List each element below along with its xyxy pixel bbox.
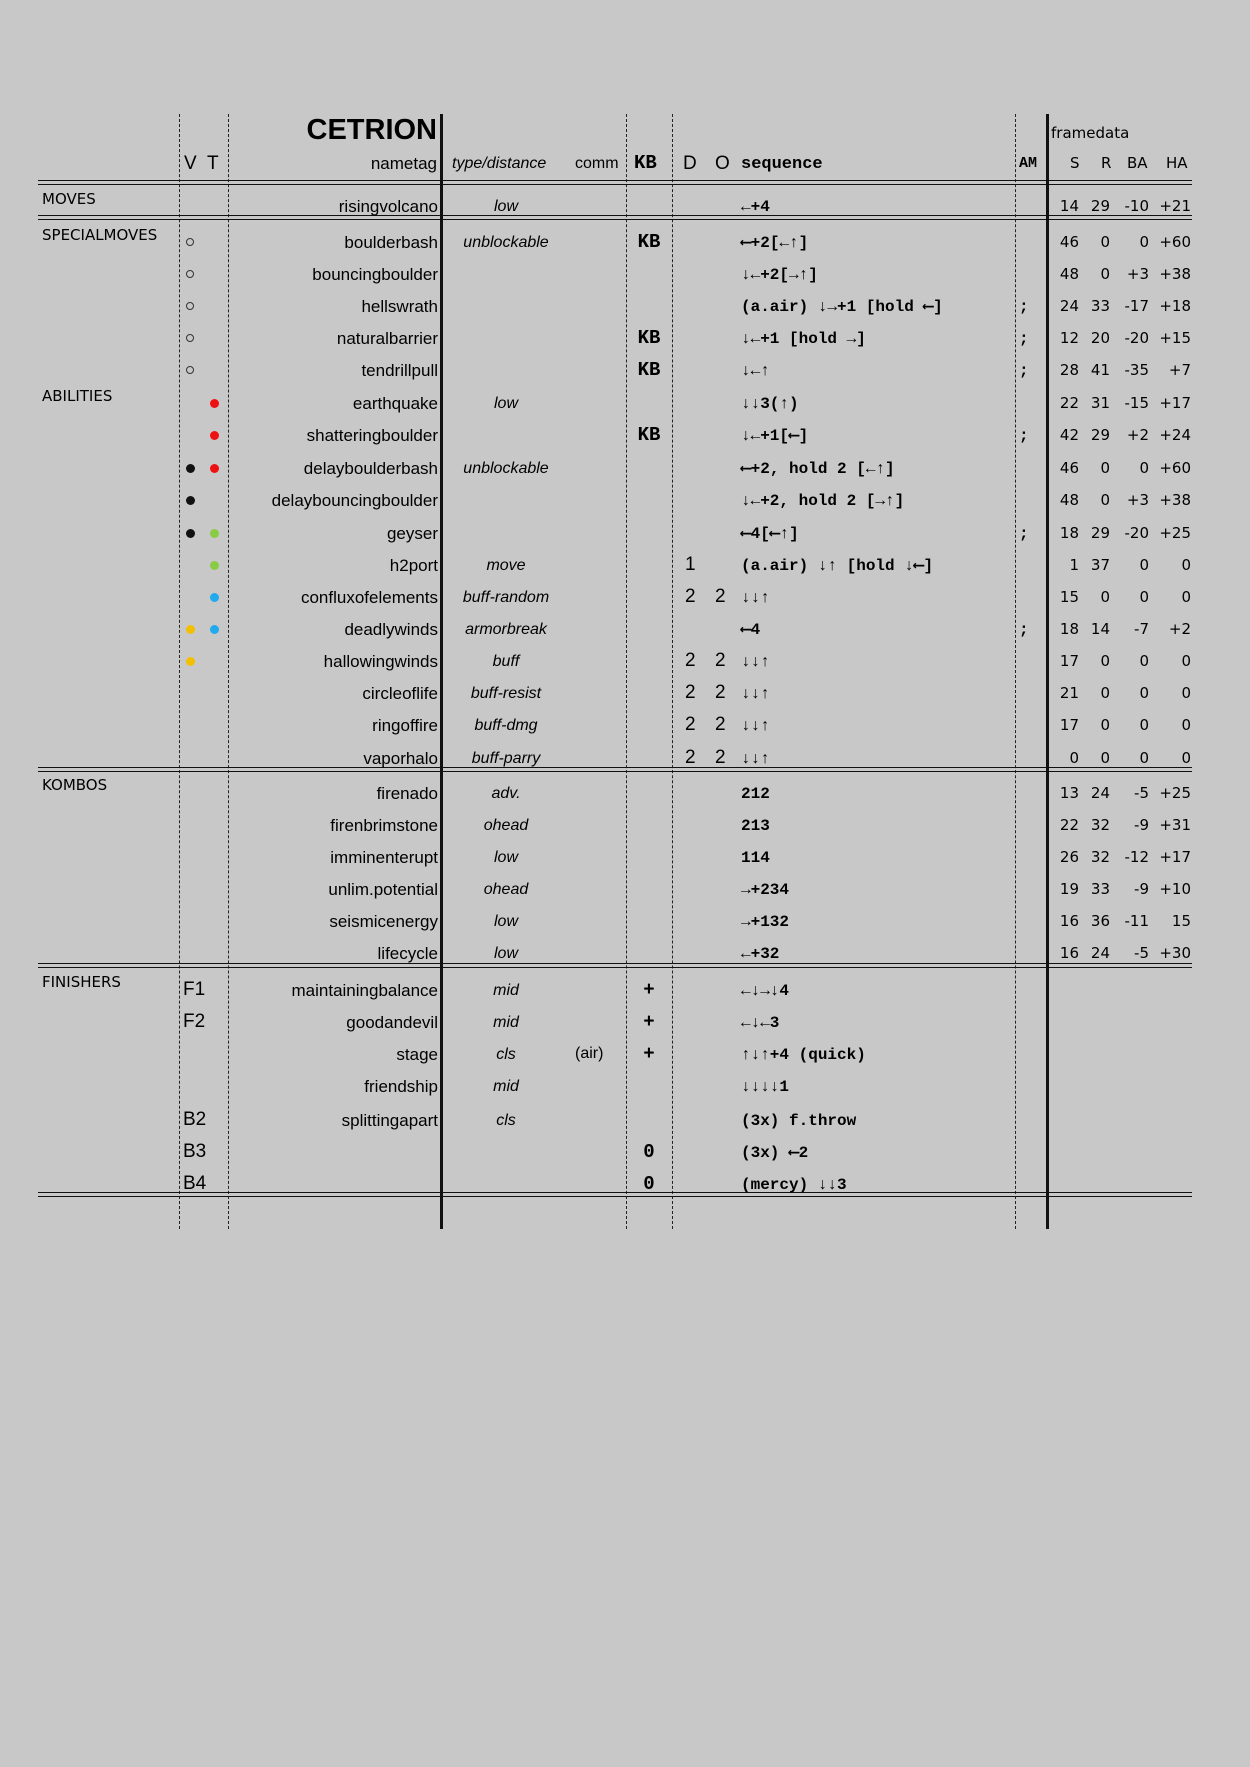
move-name: naturalbarrier [336, 329, 438, 348]
v-marker-ring-icon [186, 302, 194, 310]
frame-s: 22 [1059, 394, 1079, 412]
rule-moves [38, 215, 1192, 220]
move-o: 2 [715, 714, 726, 735]
frame-r: 33 [1090, 297, 1110, 315]
frame-s: 0 [1069, 749, 1079, 767]
header-ba: BA [1127, 154, 1148, 172]
move-sequence: ←↓→↓4 [741, 982, 790, 1000]
col-divider-kb-left [626, 114, 627, 1229]
frame-ba: -35 [1124, 361, 1149, 379]
move-sequence: (mercy) ↓↓3 [741, 1176, 847, 1194]
t-marker-green-dot-icon [210, 561, 219, 570]
move-sequence: ↓↓↑ [741, 717, 770, 735]
frame-ha: +25 [1159, 784, 1191, 802]
move-sequence: (a.air) ↓↑ [hold ↓⟵] [741, 557, 934, 575]
frame-s: 22 [1059, 816, 1079, 834]
frame-ha: +15 [1159, 329, 1191, 347]
frame-ba: 0 [1139, 233, 1149, 251]
col-divider-v [179, 114, 180, 1229]
frame-ha: 0 [1181, 652, 1191, 670]
frame-r: 37 [1090, 556, 1110, 574]
move-sequence: ↓←+2[→↑] [741, 266, 818, 284]
move-name: seismicenergy [329, 912, 438, 931]
move-name: delaybouncingboulder [271, 491, 438, 510]
frame-ha: 0 [1181, 716, 1191, 734]
v-marker-black-dot-icon [186, 529, 195, 538]
rule-kombos [38, 963, 1192, 968]
frame-ba: -10 [1124, 197, 1149, 215]
col-divider-am [1015, 114, 1016, 1229]
frame-ha: +18 [1159, 297, 1191, 315]
frame-ba: +3 [1126, 265, 1149, 283]
section-kombos: KOMBOS [42, 776, 108, 794]
header-s: S [1070, 154, 1080, 172]
frame-ha: +60 [1159, 233, 1191, 251]
frame-s: 18 [1059, 524, 1079, 542]
move-name: risingvolcano [338, 197, 438, 216]
frame-r: 33 [1090, 880, 1110, 898]
frame-ba: 0 [1139, 749, 1149, 767]
move-sequence: ↓↓↑ [741, 685, 770, 703]
move-sequence: ↓←+2, hold 2 [→↑] [741, 492, 905, 510]
move-sequence: ↓↓↑ [741, 589, 770, 607]
v-marker-ring-icon [186, 334, 194, 342]
frame-s: 14 [1059, 197, 1079, 215]
move-sequence: 212 [741, 785, 770, 803]
move-d: 2 [685, 586, 696, 607]
v-marker-yellow-dot-icon [186, 657, 195, 666]
move-d: 2 [685, 650, 696, 671]
move-d: 2 [685, 682, 696, 703]
frame-r: 32 [1090, 848, 1110, 866]
frame-r: 41 [1090, 361, 1110, 379]
move-sequence: (3x) f.throw [741, 1112, 857, 1130]
header-ha: HA [1166, 154, 1188, 172]
frame-r: 36 [1090, 912, 1110, 930]
frame-ha: +25 [1159, 524, 1191, 542]
frame-ha: +17 [1159, 848, 1191, 866]
frame-s: 15 [1059, 588, 1079, 606]
frame-ha: +2 [1168, 620, 1191, 638]
frame-r: 24 [1090, 784, 1110, 802]
move-name: maintainingbalance [291, 981, 438, 1000]
move-name: unlim.potential [328, 880, 438, 899]
frame-ha: +38 [1159, 491, 1191, 509]
frame-s: 21 [1059, 684, 1079, 702]
move-sequence: ⟵+2[←↑] [741, 234, 809, 252]
move-d: 2 [685, 747, 696, 768]
frame-s: 12 [1059, 329, 1079, 347]
frame-ba: -20 [1124, 329, 1149, 347]
frame-s: 46 [1059, 459, 1079, 477]
frame-ba: -17 [1124, 297, 1149, 315]
frame-r: 24 [1090, 944, 1110, 962]
move-name: goodandevil [346, 1013, 438, 1032]
section-moves: MOVES [42, 190, 96, 208]
finisher-code: F1 [183, 979, 206, 1000]
move-sequence: (a.air) ↓→+1 [hold ⟵] [741, 298, 943, 316]
move-sequence: ↓←↑ [741, 362, 770, 380]
header-o: O [715, 153, 730, 174]
move-am: ; [1019, 525, 1029, 543]
col-divider-t [228, 114, 229, 1229]
section-specialmoves: SPECIALMOVES [42, 226, 158, 244]
frame-ha: +31 [1159, 816, 1191, 834]
move-sequence: ↓↓↑ [741, 653, 770, 671]
t-marker-red-dot-icon [210, 431, 219, 440]
move-name: hellswrath [361, 297, 438, 316]
col-divider-nametag [440, 114, 443, 1229]
move-name: hallowingwinds [323, 652, 438, 671]
move-am: ; [1019, 362, 1029, 380]
frame-ba: +2 [1126, 426, 1149, 444]
v-marker-ring-icon [186, 366, 194, 374]
move-name: friendship [364, 1077, 438, 1096]
v-marker-black-dot-icon [186, 496, 195, 505]
header-kb: KB [634, 152, 657, 174]
frame-s: 28 [1059, 361, 1079, 379]
frame-ha: +21 [1159, 197, 1191, 215]
frame-r: 0 [1100, 749, 1110, 767]
frame-ba: -5 [1134, 944, 1149, 962]
frame-s: 17 [1059, 652, 1079, 670]
section-abilities: ABILITIES [42, 387, 113, 405]
move-am: ; [1019, 621, 1029, 639]
move-o: 2 [715, 650, 726, 671]
rule-header [38, 180, 1192, 185]
frame-r: 31 [1090, 394, 1110, 412]
frame-s: 24 [1059, 297, 1079, 315]
frame-r: 0 [1100, 684, 1110, 702]
frame-r: 32 [1090, 816, 1110, 834]
header-sequence: sequence [741, 155, 823, 174]
frame-ba: 0 [1139, 716, 1149, 734]
frame-ha: +7 [1168, 361, 1191, 379]
frame-r: 14 [1090, 620, 1110, 638]
frame-ba: 0 [1139, 684, 1149, 702]
frame-ba: 0 [1139, 588, 1149, 606]
v-marker-black-dot-icon [186, 464, 195, 473]
frame-ha: 15 [1171, 912, 1191, 930]
move-name: shatteringboulder [306, 426, 438, 445]
section-finishers: FINISHERS [42, 973, 121, 991]
frame-s: 1 [1069, 556, 1079, 574]
frame-ba: +3 [1126, 491, 1149, 509]
move-sequence: ↓↓↓↓1 [741, 1078, 790, 1096]
frame-s: 19 [1059, 880, 1079, 898]
t-marker-red-dot-icon [210, 464, 219, 473]
move-am: ; [1019, 427, 1029, 445]
frame-s: 16 [1059, 944, 1079, 962]
move-sequence: →+234 [741, 881, 790, 899]
v-marker-yellow-dot-icon [186, 625, 195, 634]
frame-ha: +38 [1159, 265, 1191, 283]
col-divider-framedata [1046, 114, 1049, 1229]
move-comm: (air) [575, 1045, 604, 1062]
finisher-code: B4 [183, 1173, 207, 1194]
header-r: R [1101, 154, 1112, 172]
header-am: AM [1019, 155, 1038, 172]
frame-ba: 0 [1139, 459, 1149, 477]
frame-ba: -11 [1124, 912, 1149, 930]
header-type: type/distance [452, 155, 547, 172]
finisher-code: B2 [183, 1109, 207, 1130]
move-sequence: ←↓←3 [741, 1014, 780, 1032]
move-sequence: 114 [741, 849, 770, 867]
v-marker-ring-icon [186, 238, 194, 246]
move-sequence: (3x) ⟵2 [741, 1144, 809, 1162]
frame-ba: -9 [1134, 880, 1149, 898]
move-name: tendrillpull [361, 361, 438, 380]
frame-r: 0 [1100, 491, 1110, 509]
move-name: stage [396, 1045, 438, 1064]
frame-r: 0 [1100, 588, 1110, 606]
move-name: delayboulderbash [303, 459, 438, 478]
move-name: bouncingboulder [312, 265, 438, 284]
move-sequence: 213 [741, 817, 770, 835]
move-name: firenado [376, 784, 438, 803]
frame-r: 0 [1100, 265, 1110, 283]
frame-ba: -7 [1134, 620, 1149, 638]
frame-ha: +17 [1159, 394, 1191, 412]
frame-r: 0 [1100, 652, 1110, 670]
move-sequence: ↓↓3(↑) [741, 395, 799, 413]
t-marker-blue-dot-icon [210, 625, 219, 634]
header-comm: comm [575, 155, 619, 172]
move-sequence: ↓←+1 [hold →] [741, 330, 866, 348]
move-name: h2port [389, 556, 438, 575]
frame-ha: 0 [1181, 749, 1191, 767]
move-name: boulderbash [344, 233, 438, 252]
header-nametag: nametag [370, 154, 437, 173]
move-list-sheet: CETRION V T nametag type/distance comm KB D O sequence AM framedata S R BA HA MOVES SPECIALMOVES ABILITIES KOMBOS FINISHERS risingvolcano low ←+4 14 29 -10 +21 boulderbash unblockable KB ⟵+2[←↑] 46 0 0 +60 bouncingboulder ↓←+2[→↑] 48 0 +3 +38 hellswrath (a.air) ↓→+1 [hold ⟵] ; 24 33 -17 +18 naturalbarrier KB ↓←+1 [hold →] ; 12 20 -20 +15 tendrillpull KB ↓←↑ ; 28 41 -35 +7 earthquake low ↓↓3(↑) 22 31 -15 +17 shatteringboulder KB ↓←+1[⟵] ; 42 29 +2 +24 delayboulderbash unblockable ⟵+2, hold 2 [←↑] 46 0 0 +60 delaybouncingboulder ↓←+2, hold 2 [→↑] 48 0 +3 +38 geyser ⟵4[⟵↑] ; 18 29 -20 +25 h2port move 1 (a.air) ↓↑ [hold ↓⟵] 1 37 0 0 confluxofelements buff-random 2 2 ↓↓↑ 15 0 0 0 deadlywinds armorbreak ⟵4 ; 18 14 -7 +2 hallowingwinds buff 2 2 ↓↓↑ 17 0 0 0 circleoflife buff-resist 2 2 ↓↓↑ 21 0 0 0 ringoffire buff-dmg 2 2 ↓↓↑ 17 0 0 0 vaporhalo buff-parry 2 2 ↓↓↑ 0 0 0 0 firenado adv. 212 13 24 -5 +25 firenbrimstone ohead 213 22 32 -9 +31 imminenterupt low 114 26 32 -12 +17 unlim.potential ohead →+234 19 33 -9 +10 seismicenergy low →+132 16 36 -11 15 lifecycle low ←+32 16 24 -5 +30 F1 maintainingbalance mid + ←↓→↓4 F2 goodandevil mid + ←↓←3 stage cls (air) + ↑↓↑+4 (quick) friendship mid ↓↓↓↓1 B2 splittingapart cls (3x) f.throw B3 0 (3x) ⟵2 B4 0 (mercy) ↓↓3 [0, 0, 1250, 1767]
frame-ba: -5 [1134, 784, 1149, 802]
frame-ba: 0 [1139, 652, 1149, 670]
finisher-code: B3 [183, 1141, 207, 1162]
frame-s: 26 [1059, 848, 1079, 866]
frame-r: 29 [1090, 426, 1110, 444]
frame-ha: +30 [1159, 944, 1191, 962]
header-v: V [184, 153, 197, 174]
finisher-code: F2 [183, 1011, 206, 1032]
move-name: geyser [386, 524, 438, 543]
t-marker-blue-dot-icon [210, 593, 219, 602]
frame-ha: +24 [1159, 426, 1191, 444]
move-sequence: ←+32 [741, 945, 780, 963]
move-name: vaporhalo [363, 749, 438, 768]
move-sequence: ⟵+2, hold 2 [←↑] [741, 460, 895, 478]
move-am: ; [1019, 330, 1029, 348]
move-sequence: ↓↓↑ [741, 750, 770, 768]
frame-s: 18 [1059, 620, 1079, 638]
move-name: earthquake [352, 394, 438, 413]
frame-ba: -20 [1124, 524, 1149, 542]
rule-finishers [38, 1192, 1192, 1197]
frame-ha: +10 [1159, 880, 1191, 898]
move-name: deadlywinds [344, 620, 438, 639]
move-name: lifecycle [377, 944, 438, 963]
col-divider-kb-right [672, 114, 673, 1229]
frame-ba: -12 [1124, 848, 1149, 866]
frame-ba: -15 [1124, 394, 1149, 412]
frame-s: 42 [1059, 426, 1079, 444]
move-name: circleoflife [362, 684, 438, 703]
move-name: splittingapart [341, 1111, 438, 1130]
frame-ha: 0 [1181, 588, 1191, 606]
move-name: ringoffire [372, 716, 438, 735]
move-name: firenbrimstone [330, 816, 438, 835]
move-o: 2 [715, 747, 726, 768]
v-marker-ring-icon [186, 270, 194, 278]
rule-abilities [38, 767, 1192, 772]
frame-r: 29 [1090, 524, 1110, 542]
frame-r: 29 [1090, 197, 1110, 215]
frame-r: 0 [1100, 233, 1110, 251]
frame-ba: 0 [1139, 556, 1149, 574]
page-title: CETRION [306, 114, 437, 146]
move-am: ; [1019, 298, 1029, 316]
t-marker-red-dot-icon [210, 399, 219, 408]
frame-ha: +60 [1159, 459, 1191, 477]
move-sequence: ⟵4 [741, 621, 761, 639]
frame-s: 16 [1059, 912, 1079, 930]
move-d: 1 [685, 554, 696, 575]
move-sequence: ⟵4[⟵↑] [741, 525, 799, 543]
frame-ba: -9 [1134, 816, 1149, 834]
frame-s: 48 [1059, 491, 1079, 509]
move-name: imminenterupt [330, 848, 438, 867]
frame-s: 13 [1059, 784, 1079, 802]
move-o: 2 [715, 682, 726, 703]
frame-r: 0 [1100, 459, 1110, 477]
move-sequence: ↓←+1[⟵] [741, 427, 809, 445]
header-t: T [207, 153, 219, 174]
move-sequence: ←+4 [741, 198, 770, 216]
frame-r: 0 [1100, 716, 1110, 734]
frame-ha: 0 [1181, 556, 1191, 574]
move-name: confluxofelements [300, 588, 438, 607]
move-o: 2 [715, 586, 726, 607]
frame-s: 46 [1059, 233, 1079, 251]
header-d: D [683, 153, 697, 174]
frame-s: 48 [1059, 265, 1079, 283]
move-sequence: ↑↓↑+4 (quick) [741, 1046, 866, 1064]
move-d: 2 [685, 714, 696, 735]
t-marker-green-dot-icon [210, 529, 219, 538]
move-sequence: →+132 [741, 913, 790, 931]
frame-s: 17 [1059, 716, 1079, 734]
header-framedata: framedata [1051, 124, 1130, 142]
frame-ha: 0 [1181, 684, 1191, 702]
frame-r: 20 [1090, 329, 1110, 347]
